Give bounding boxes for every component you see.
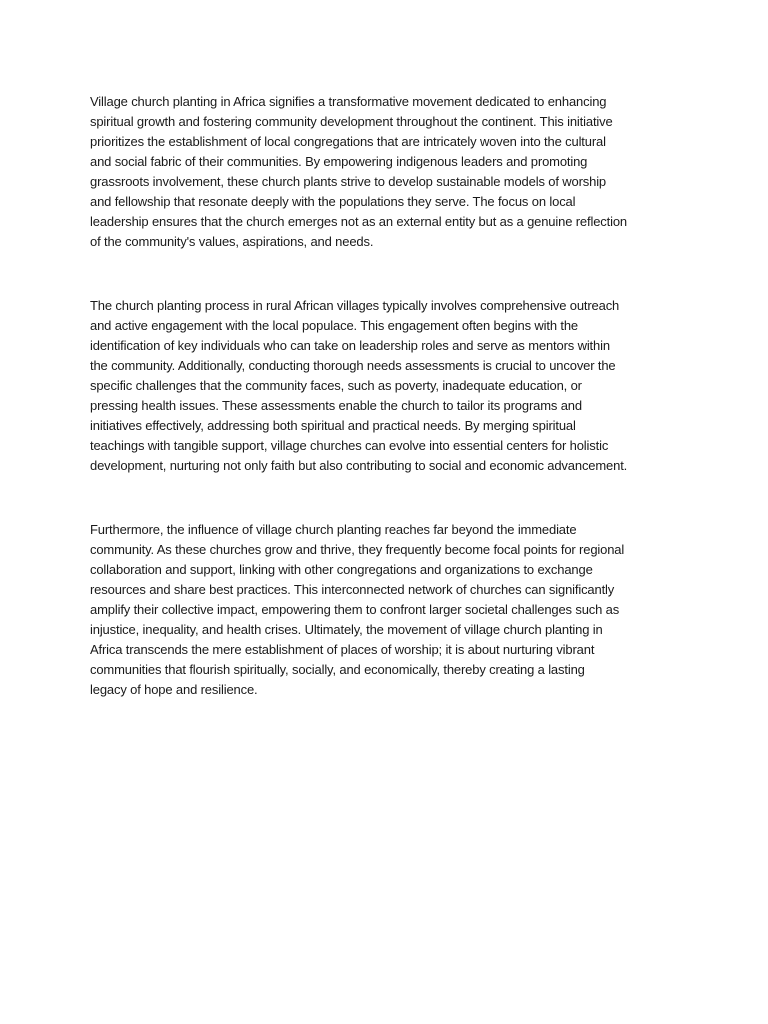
text-line: the community. Additionally, conducting thorough needs assessments is crucial to uncover the bbox=[90, 358, 616, 373]
paragraph-3 bbox=[90, 520, 690, 700]
document-body bbox=[90, 92, 690, 700]
text-line: of the community's values, aspirations, and needs. bbox=[90, 234, 374, 249]
text-line: pressing health issues. These assessments enable the church to tailor its programs and bbox=[90, 398, 582, 413]
text-line: identification of key individuals who can take on leadership roles and serve as mentors within bbox=[90, 338, 610, 353]
text-line: spiritual growth and fostering community development throughout the continent. This initiative bbox=[90, 114, 613, 129]
text-line: and active engagement with the local populace. This engagement often begins with the bbox=[90, 318, 578, 333]
text-line: specific challenges that the community faces, such as poverty, inadequate education, or bbox=[90, 378, 582, 393]
text-line: grassroots involvement, these church plants strive to develop sustainable models of worship bbox=[90, 174, 607, 189]
text-line: amplify their collective impact, empowering them to confront larger societal challenges such as bbox=[90, 602, 620, 617]
text-line: resources and share best practices. This interconnected network of churches can significantly bbox=[90, 582, 615, 597]
paragraph-1 bbox=[90, 92, 690, 252]
text-line: teachings with tangible support, village churches can evolve into essential centers for holistic bbox=[90, 438, 609, 453]
text-line: prioritizes the establishment of local congregations that are intricately woven into the cultural bbox=[90, 134, 606, 149]
text-line: The church planting process in rural African villages typically involves comprehensive outreach bbox=[90, 298, 620, 313]
text-line: and fellowship that resonate deeply with the populations they serve. The focus on local bbox=[90, 194, 576, 209]
text-line: leadership ensures that the church emerges not as an external entity but as a genuine reflection bbox=[90, 214, 627, 229]
text-line: Africa transcends the mere establishment of places of worship; it is about nurturing vibrant bbox=[90, 642, 595, 657]
text-line: development, nurturing not only faith but also contributing to social and economic advancement. bbox=[90, 458, 628, 473]
text-line: initiatives effectively, addressing both spiritual and practical needs. By merging spiritual bbox=[90, 418, 576, 433]
text-line: community. As these churches grow and thrive, they frequently become focal points for regional bbox=[90, 542, 625, 557]
text-line: Furthermore, the influence of village church planting reaches far beyond the immediate bbox=[90, 522, 577, 537]
text-line: and social fabric of their communities. By empowering indigenous leaders and promoting bbox=[90, 154, 588, 169]
text-line: communities that flourish spiritually, socially, and economically, thereby creating a lasting bbox=[90, 662, 585, 677]
text-line: collaboration and support, linking with other congregations and organizations to exchange bbox=[90, 562, 593, 577]
text-line: injustice, inequality, and health crises. Ultimately, the movement of village church planting in bbox=[90, 622, 603, 637]
text-line: legacy of hope and resilience. bbox=[90, 682, 258, 697]
text-line: Village church planting in Africa signifies a transformative movement dedicated to enhancing bbox=[90, 94, 607, 109]
paragraph-2 bbox=[90, 296, 690, 476]
